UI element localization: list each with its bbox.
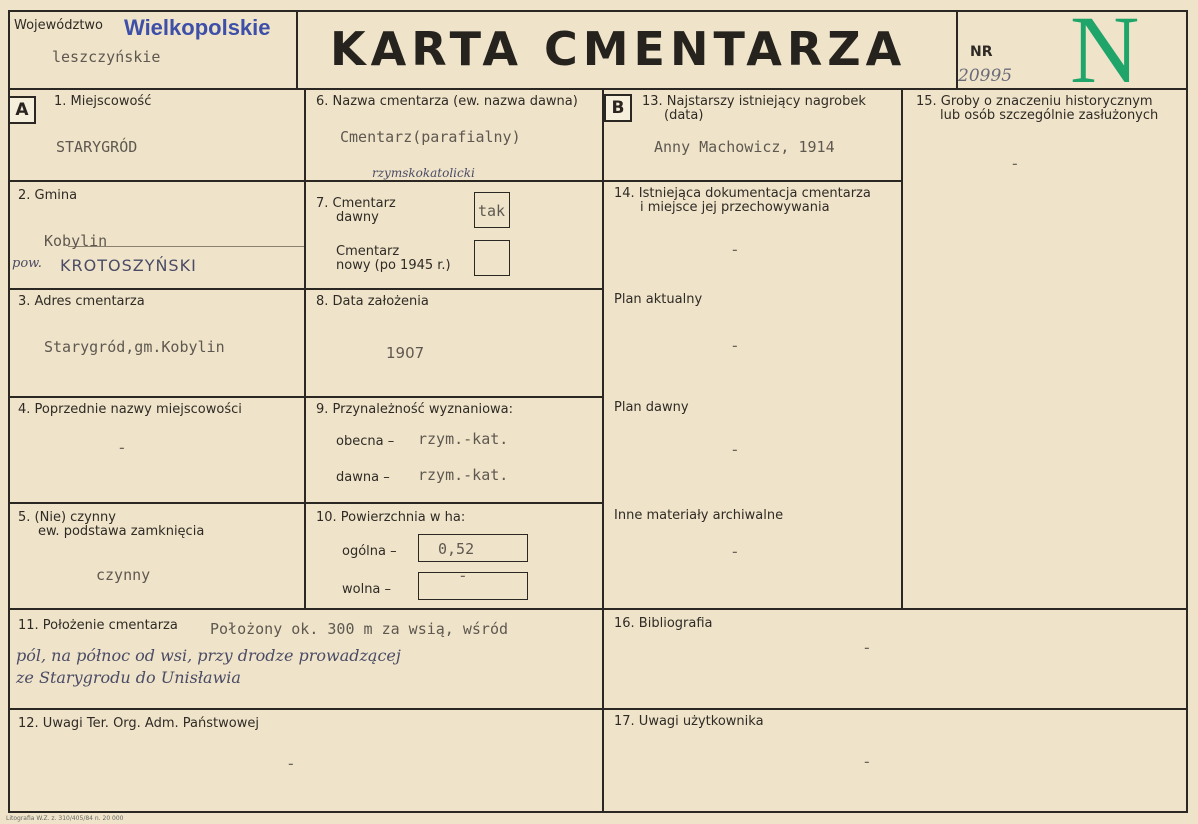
plan-former-label: Plan dawny [614, 400, 689, 415]
nr-label: NR [970, 44, 993, 60]
field-10-total-label: ogólna – [342, 544, 397, 559]
field-7-new-sublabel: nowy (po 1945 r.) [336, 258, 451, 273]
wojewodztwo-label: Województwo [14, 18, 104, 33]
divider [8, 502, 304, 504]
divider [304, 180, 602, 182]
nr-value: 20995 [958, 66, 1013, 86]
field-2-pow-value: KROTOSZYŃSKI [60, 256, 197, 275]
divider [304, 502, 602, 504]
wojewodztwo-old: leszczyńskie [52, 48, 161, 66]
field-9-label: 9. Przynależność wyznaniowa: [316, 402, 514, 417]
field-10-free-box[interactable] [418, 572, 528, 600]
divider [304, 88, 306, 608]
field-7-value: tak [478, 202, 506, 220]
field-16-value: - [862, 638, 872, 657]
field-3-value: Starygród,gm.Kobylin [44, 338, 225, 356]
field-5-value: czynny [96, 566, 151, 584]
divider [602, 180, 901, 182]
archival-label: Inne materiały archiwalne [614, 508, 784, 523]
page-title: KARTA CMENTARZA [330, 22, 907, 76]
field-11-label: 11. Położenie cmentarza [18, 618, 178, 633]
field-9-former-label: dawna – [336, 470, 390, 485]
border-top [8, 10, 1188, 12]
field-7-label: 7. Cmentarz [316, 196, 396, 211]
field-10-label: 10. Powierzchnia w ha: [316, 510, 466, 525]
field-1-value: STARYGRÓD [56, 138, 138, 156]
field-6-handwritten: rzymskokatolicki [372, 166, 475, 180]
field-9-former-value: rzym.-kat. [418, 466, 509, 484]
field-11-line2: pól, na północ od wsi, przy drodze prowadzącej [16, 646, 401, 665]
plan-current-label: Plan aktualny [614, 292, 703, 307]
divider [602, 88, 604, 812]
field-15-value: - [1010, 154, 1020, 173]
field-3-label: 3. Adres cmentarza [18, 294, 145, 309]
field-8-label: 8. Data założenia [316, 294, 429, 309]
plan-former-value: - [730, 440, 740, 459]
divider [296, 10, 298, 90]
field-10-free-value: - [458, 566, 468, 585]
field-13-sublabel: (data) [664, 108, 704, 123]
plan-current-value: - [730, 336, 740, 355]
field-9-current-label: obecna – [336, 434, 395, 449]
divider [304, 396, 602, 398]
field-13-label: 13. Najstarszy istniejący nagrobek [642, 94, 866, 109]
section-b-marker: B [604, 94, 632, 122]
field-16-label: 16. Bibliografia [614, 616, 713, 631]
section-a-marker: A [8, 96, 36, 124]
field-14-sublabel: i miejsce jej przechowywania [640, 200, 830, 215]
divider [8, 396, 304, 398]
field-6-label: 6. Nazwa cmentarza (ew. nazwa dawna) [316, 94, 578, 109]
field-4-value: - [117, 438, 127, 457]
field-2-pow-prefix: pow. [12, 256, 42, 271]
field-14-value: - [730, 240, 740, 259]
field-10-free-label: wolna – [342, 582, 392, 597]
field-7-new-label: Cmentarz [336, 244, 400, 259]
field-4-label: 4. Poprzednie nazwy miejscowości [18, 402, 242, 417]
border-right [1186, 10, 1188, 813]
wojewodztwo-value: Wielkopolskie [124, 15, 271, 40]
divider [304, 288, 602, 290]
field-11-line3: ze Starygrodu do Unisławia [16, 668, 241, 687]
field-12-value: - [286, 754, 296, 773]
border-left [8, 10, 10, 813]
divider [8, 88, 1188, 90]
field-17-label: 17. Uwagi użytkownika [614, 714, 764, 729]
field-15-label: 15. Groby o znaczeniu historycznym [916, 94, 1153, 109]
archival-value: - [730, 542, 740, 561]
field-8-value: 1907 [386, 344, 425, 362]
field-7-new-checkbox[interactable] [474, 240, 510, 276]
field-11-line1: Położony ok. 300 m za wsią, wśród [210, 620, 509, 638]
print-footer: Litografia W.Z. z. 310/405/84 n. 20 000 [6, 815, 124, 822]
field-13-value: Anny Machowicz, 1914 [654, 138, 835, 156]
field-10-total-value: 0,52 [438, 540, 475, 558]
field-15-sublabel: lub osób szczególnie zasłużonych [940, 108, 1159, 123]
field-17-value: - [862, 752, 872, 771]
border-bottom [8, 811, 1188, 813]
divider [8, 180, 304, 182]
field-2-label: 2. Gmina [18, 188, 78, 203]
divider [901, 88, 903, 608]
field-9-current-value: rzym.-kat. [418, 430, 509, 448]
field-7-sublabel: dawny [336, 210, 379, 225]
field-1-label: 1. Miejscowość [54, 94, 152, 109]
field-2-value: Kobylin [44, 232, 108, 250]
field-14-label: 14. Istniejąca dokumentacja cmentarza [614, 186, 871, 201]
field-6-value: Cmentarz(parafialny) [340, 128, 521, 146]
divider [8, 608, 1188, 610]
field-5-sublabel: ew. podstawa zamknięcia [38, 524, 205, 539]
divider [8, 708, 1188, 710]
divider [8, 288, 304, 290]
nr-letter: N [1070, 0, 1140, 103]
field-5-label: 5. (Nie) czynny [18, 510, 116, 525]
field-12-label: 12. Uwagi Ter. Org. Adm. Państwowej [18, 716, 259, 731]
